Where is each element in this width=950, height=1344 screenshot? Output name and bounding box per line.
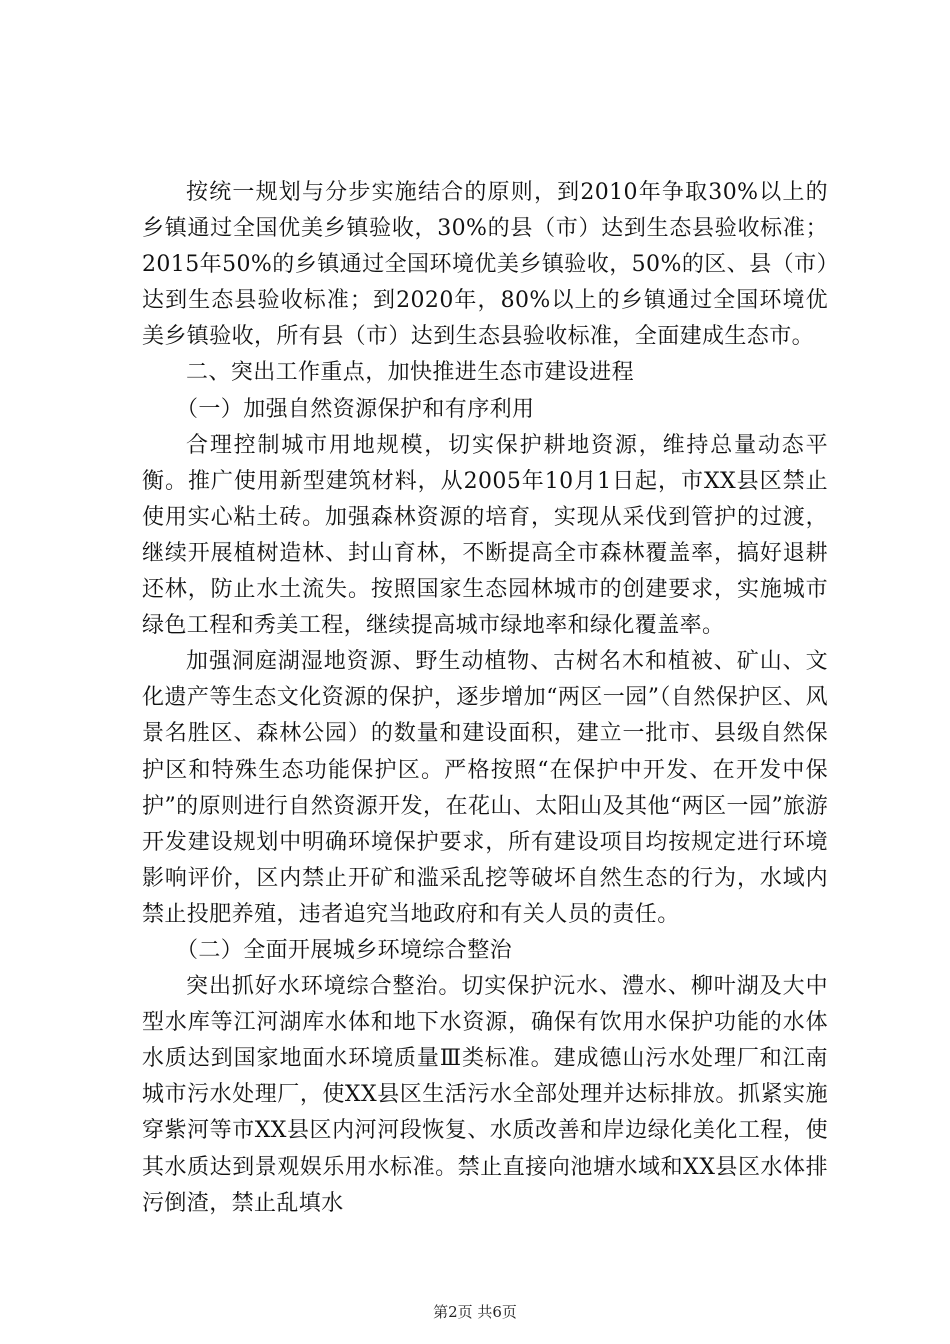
document-body [142, 175, 828, 1222]
paragraph-land-forest: 合理控制城市用地规模，切实保护耕地资源，维持总量动态平衡。推广使用新型建筑材料，从2005年10月1日起，市XX县区禁止使用实心粘土砖。加强森林资源的培育，实现从采伐到管护的过渡，继续开展植树造林、封山育林，不断提高全市森林覆盖率，搞好退耕还林，防止水土流失。按照国家生态园林城市的创建要求，实施城市绿色工程和秀美工程，继续提高城市绿地率和绿化覆盖率。 [142, 432, 828, 639]
paragraph-water-environment: 突出抓好水环境综合整治。切实保护沅水、澧水、柳叶湖及大中型水库等江河湖库水体和地下水资源，确保有饮用水保护功能的水体水质达到国家地面水环境质量Ⅲ类标准。建成德山污水处理厂和江南城市污水处理厂，使XX县区生活污水全部处理并达标排放。抓紧实施穿紫河等市XX县区内河河段恢复、水质改善和岸边绿化美化工程，使其水质达到景观娱乐用水标准。禁止直接向池塘水域和XX县区水体排污倒渣，禁止乱填水 [142, 974, 828, 1216]
page-number: 第2页 共6页 [433, 1303, 517, 1321]
page-footer [0, 1301, 950, 1322]
subsection-heading-1: （一）加强自然资源保护和有序利用 [176, 396, 535, 422]
paragraph-targets: 按统一规划与分步实施结合的原则，到2010年争取30%以上的乡镇通过全国优美乡镇验收，30%的县（市）达到生态县验收标准；2015年50%的乡镇通过全国环境优美乡镇验收，50%的区、县（市）达到生态县验收标准；到2020年，80%以上的乡镇通过全国环境优美乡镇验收，所有县（市）达到生态县验收标准，全面建成生态市。 [142, 180, 828, 350]
subsection-heading-2: （二）全面开展城乡环境综合整治 [176, 937, 513, 963]
section-heading-2: 二、突出工作重点，加快推进生态市建设进程 [186, 360, 635, 386]
paragraph-wetland-protection: 加强洞庭湖湿地资源、野生动植物、古树名木和植被、矿山、文化遗产等生态文化资源的保护，逐步增加“两区一园”（自然保护区、风景名胜区、森林公园）的数量和建设面积，建立一批市、县级自然保护区和特殊生态功能保护区。严格按照“在保护中开发、在开发中保护”的原则进行自然资源开发，在花山、太阳山及其他“两区一园”旅游开发建设规划中明确环境保护要求，所有建设项目均按规定进行环境影响评价，区内禁止开矿和滥采乱挖等破坏自然生态的行为，水域内禁止投肥养殖，违者追究当地政府和有关人员的责任。 [142, 649, 828, 927]
